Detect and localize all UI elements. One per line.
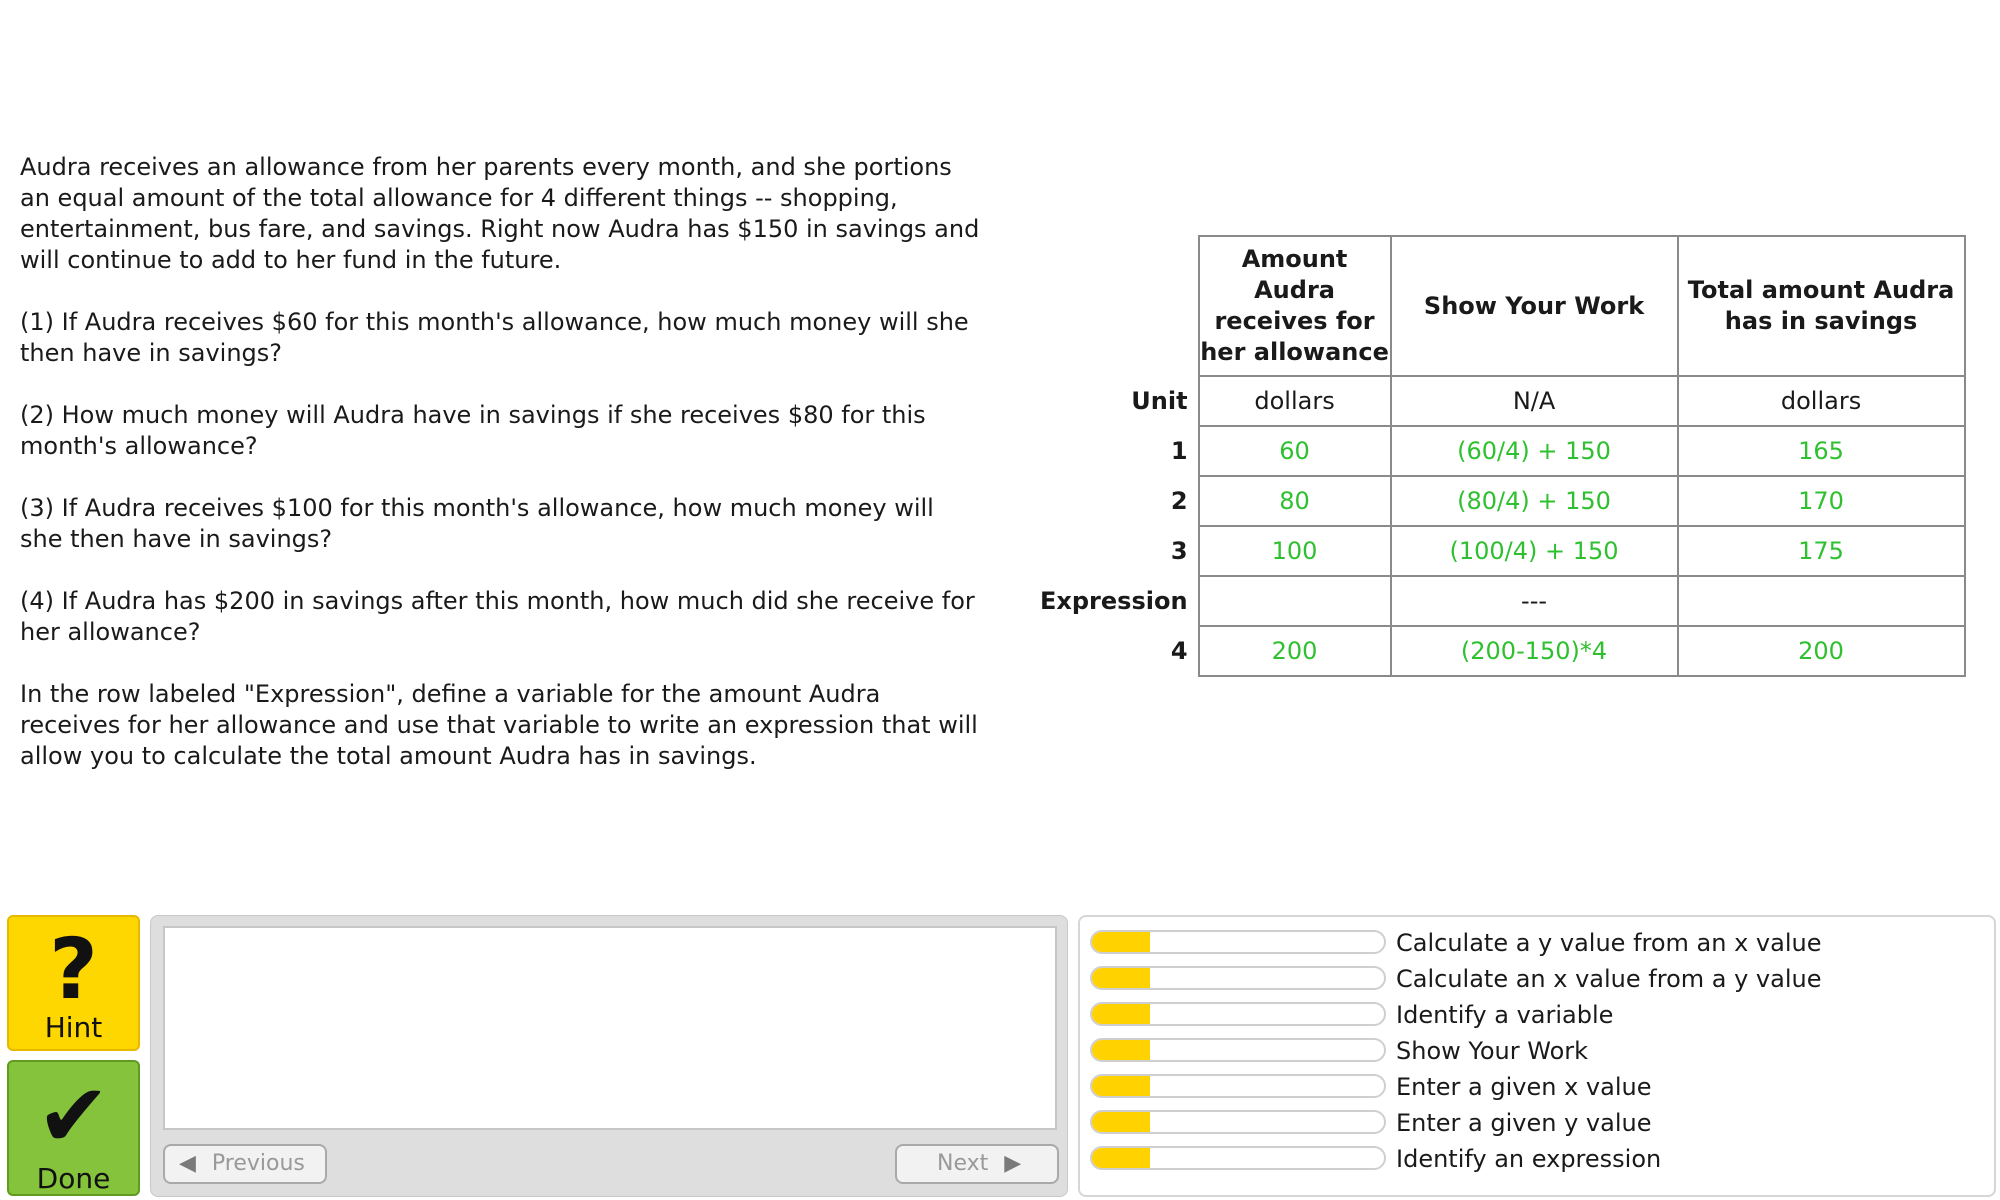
table-row-expression (1040, 576, 1965, 626)
right-arrow-icon: ▶ (1004, 1151, 1022, 1176)
cell-unit-work[interactable]: N/A (1391, 376, 1678, 426)
skill-label: Show Your Work (1396, 1037, 1589, 1065)
row-label-unit: Unit (1131, 387, 1188, 415)
cell-1-work[interactable]: (60/4) + 150 (1391, 426, 1678, 476)
table-row-2 (1040, 476, 1965, 526)
skill-label: Calculate a y value from an x value (1396, 929, 1822, 957)
previous-label: Previous (211, 1151, 305, 1176)
next-button[interactable] (895, 1144, 1059, 1184)
skill-progress-fill (1092, 1112, 1150, 1132)
header-show-work: Show Your Work (1391, 236, 1678, 376)
cell-2-allowance[interactable]: 80 (1199, 476, 1391, 526)
skill-progress-bar (1090, 1074, 1386, 1098)
cell-unit-allowance[interactable]: dollars (1199, 376, 1391, 426)
hint-button[interactable] (7, 915, 140, 1051)
row-label-4: 4 (1170, 637, 1188, 665)
row-label-1: 1 (1170, 437, 1188, 465)
cell-4-allowance[interactable]: 200 (1199, 626, 1391, 676)
header-allowance: Amount Audra receives for her allowance (1199, 236, 1391, 376)
previous-button[interactable] (163, 1144, 327, 1184)
left-arrow-icon: ◀ (179, 1151, 196, 1176)
skill-progress-fill (1092, 968, 1150, 988)
skill-label: Enter a given x value (1396, 1073, 1652, 1101)
skill-label: Identify a variable (1396, 1001, 1614, 1029)
table-row-3 (1040, 526, 1965, 576)
cell-2-savings[interactable]: 170 (1678, 476, 1965, 526)
skill-progress-fill (1092, 1040, 1150, 1060)
cell-expression-work[interactable]: --- (1391, 576, 1678, 626)
cell-1-savings[interactable]: 165 (1678, 426, 1965, 476)
expression-instructions: In the row labeled "Expression", define a variable for the amount Audra receives for her allowance and use that variable to write an expression that will allow you to calculate the total amount Audra has in savings. (20, 680, 978, 770)
cell-expression-allowance[interactable] (1199, 576, 1391, 626)
cell-1-allowance[interactable]: 60 (1199, 426, 1391, 476)
worksheet-table (1040, 235, 1966, 677)
skill-progress-bar (1090, 1146, 1386, 1170)
skill-progress-fill (1092, 1076, 1150, 1096)
skill-label: Calculate an x value from a y value (1396, 965, 1822, 993)
cell-3-work[interactable]: (100/4) + 150 (1391, 526, 1678, 576)
skill-progress-bar (1090, 930, 1386, 954)
table-row-1 (1040, 426, 1965, 476)
done-button[interactable] (7, 1060, 140, 1196)
hint-text-area (163, 926, 1057, 1130)
table-row-unit (1040, 376, 1965, 426)
skill-progress-fill (1092, 1148, 1150, 1168)
question-4: (4) If Audra has $200 in savings after this month, how much did she receive for her allowance? (20, 587, 975, 646)
skill-progress-fill (1092, 932, 1150, 952)
skill-progress-bar (1090, 1002, 1386, 1026)
cell-4-savings[interactable]: 200 (1678, 626, 1965, 676)
row-label-expression: Expression (1040, 587, 1188, 615)
cell-4-work[interactable]: (200-150)*4 (1391, 626, 1678, 676)
cell-3-savings[interactable]: 175 (1678, 526, 1965, 576)
cell-unit-savings[interactable]: dollars (1678, 376, 1965, 426)
table-row-4 (1040, 626, 1965, 676)
problem-intro: Audra receives an allowance from her parents every month, and she portions an equal amount of the total allowance for 4 different things -- shopping, entertainment, bus fare, and savings. Right now Audra has $150 in savings and will continue to add to her fund in the future. (20, 153, 980, 274)
question-3: (3) If Audra receives $100 for this month's allowance, how much money will she then have in savings? (20, 494, 934, 553)
done-label: Done (36, 1162, 111, 1195)
cell-3-allowance[interactable]: 100 (1199, 526, 1391, 576)
question-mark-icon: ? (49, 920, 98, 1018)
table-corner (1040, 236, 1199, 376)
skill-label: Enter a given y value (1396, 1109, 1652, 1137)
hint-label: Hint (44, 1011, 103, 1044)
skills-panel (1078, 915, 1996, 1197)
row-label-2: 2 (1170, 487, 1188, 515)
question-2: (2) How much money will Audra have in savings if she receives $80 for this month's allowance? (20, 401, 926, 460)
next-label: Next (937, 1151, 989, 1176)
question-1: (1) If Audra receives $60 for this month's allowance, how much money will she then have in savings? (20, 308, 969, 367)
skill-progress-bar (1090, 1110, 1386, 1134)
skill-progress-fill (1092, 1004, 1150, 1024)
header-total-savings: Total amount Audra has in savings (1678, 236, 1965, 376)
skill-progress-bar (1090, 966, 1386, 990)
skill-progress-bar (1090, 1038, 1386, 1062)
row-label-3: 3 (1170, 537, 1188, 565)
cell-2-work[interactable]: (80/4) + 150 (1391, 476, 1678, 526)
checkmark-icon: ✔ (36, 1064, 111, 1167)
skill-label: Identify an expression (1396, 1145, 1662, 1173)
hint-panel (150, 915, 1068, 1197)
problem-statement (20, 152, 980, 803)
cell-expression-savings[interactable] (1678, 576, 1965, 626)
